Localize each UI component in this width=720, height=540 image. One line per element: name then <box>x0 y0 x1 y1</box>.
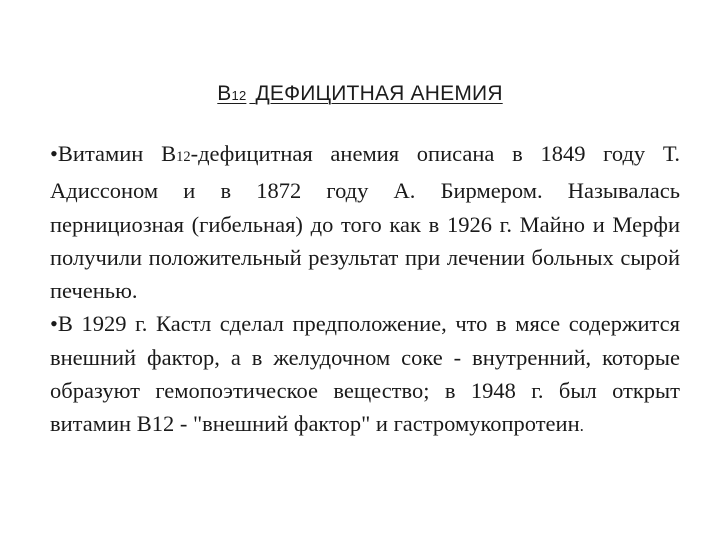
paragraph-1 <box>50 137 680 307</box>
paragraph-1-text-start: Витамин В <box>57 141 177 166</box>
title-text: ДЕФИЦИТНАЯ АНЕМИЯ <box>255 82 503 105</box>
paragraph-1-subscript: 12 <box>176 149 191 165</box>
paragraph-2-text: В 1929 г. Кастл сделал предположение, что в мясе содержится внешний фактор, а в желудочном соке - внутренний, которые образуют гемопоэтическое вещество; в 1948 г. был открыт витамин B12 - "внешний фактор" и гастромукопротеин <box>50 311 680 437</box>
slide-body <box>50 137 680 443</box>
paragraph-2-end: . <box>579 416 584 436</box>
title-subscript: 12 <box>231 88 247 103</box>
paragraph-1-text-rest: -дефицитная анемия описана в 1849 году Т. Адиссоном и в 1872 году А. Бирмером. Называлась пернициозная (гибельная) до того как в 1926 г. Майно и Мерфи получили положительный результат при лечении больных сырой печенью. <box>50 141 680 304</box>
paragraph-2 <box>50 307 680 442</box>
bullet: • <box>50 311 58 337</box>
slide-title <box>0 82 720 106</box>
title-prefix: B <box>217 82 232 105</box>
bullet: • <box>50 141 58 166</box>
